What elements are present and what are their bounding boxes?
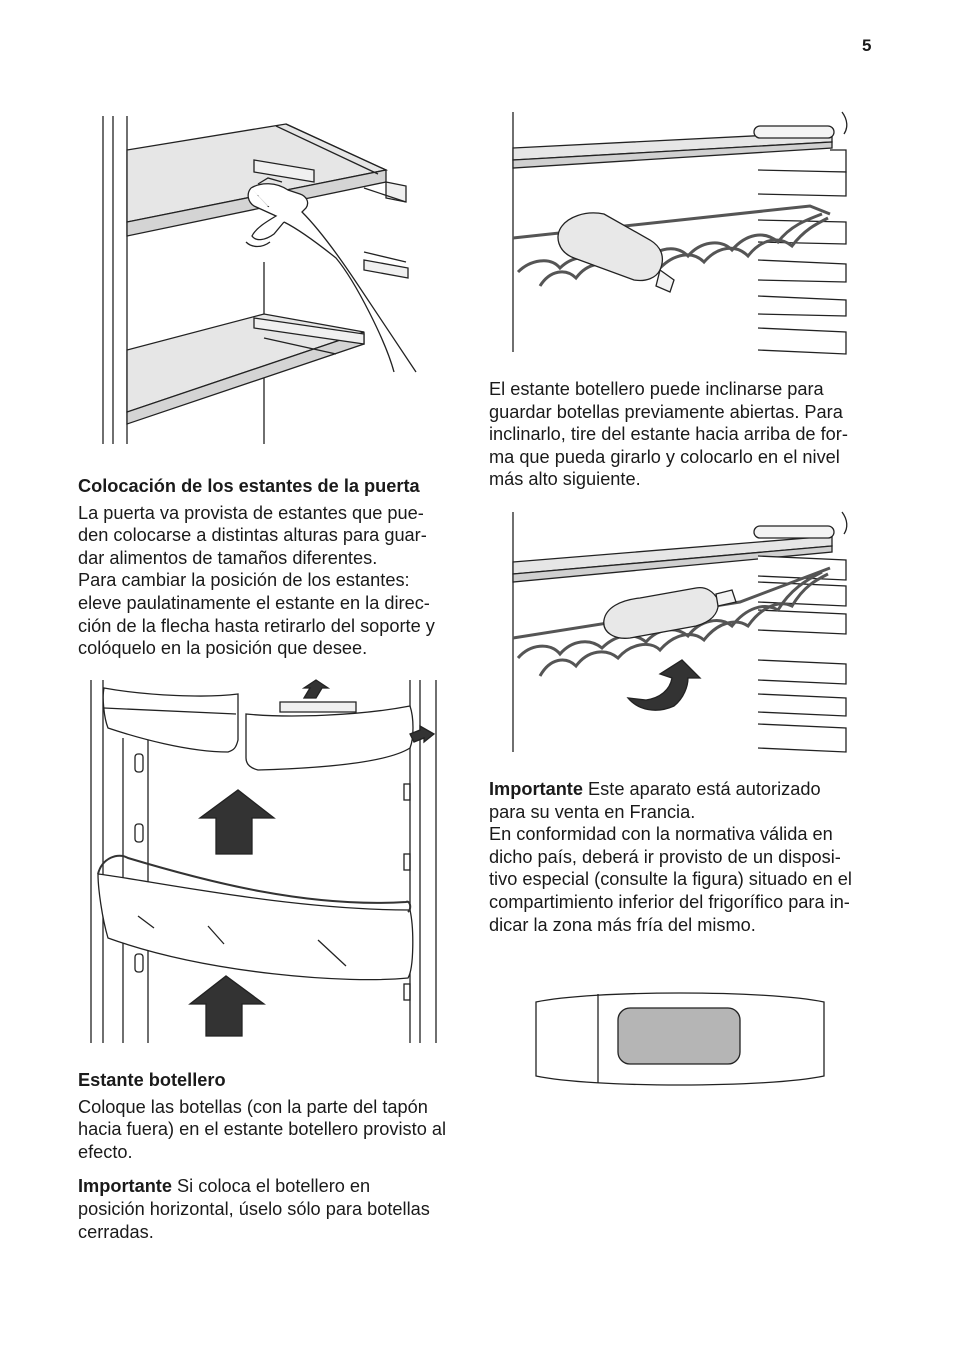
text-line: hacia fuera) en el estante botellero provisto al [78, 1119, 447, 1140]
text-line: inclinarlo, tire del estante hacia arriba de for- [489, 424, 848, 445]
temperature-indicator-illustration [532, 988, 828, 1090]
section-heading: Colocación de los estantes de la puerta [78, 476, 420, 496]
text-line: colóquelo en la posición que desee. [78, 638, 368, 659]
important-line [489, 778, 852, 801]
text-line: cerradas. [78, 1221, 154, 1242]
text-fragment: Este aparato está autorizado [582, 779, 821, 799]
tilt-instructions [489, 378, 848, 491]
text-line: dar alimentos de tamaños diferentes. [78, 547, 378, 568]
text-line: La puerta va provista de estantes que pue- [78, 502, 424, 523]
text-line: dicho país, deberá ir provisto de un disposi- [489, 846, 841, 867]
page-number: 5 [862, 36, 872, 55]
text-line: más alto siguiente. [489, 469, 641, 490]
text-line: dicar la zona más fría del mismo. [489, 914, 756, 935]
text-line: En conformidad con la normativa válida en [489, 824, 833, 845]
text-line: tivo especial (consulte la figura) situado en el [489, 869, 852, 890]
text-line: posición horizontal, úselo sólo para botellas [78, 1198, 430, 1219]
text-line: eleve paulatinamente el estante en la direc- [78, 592, 430, 613]
text-line: para su venta en Francia. [489, 801, 696, 822]
text-line: den colocarse a distintas alturas para guar- [78, 525, 427, 546]
text-line: Coloque las botellas (con la parte del tapón [78, 1096, 428, 1117]
important-label: Importante [78, 1176, 172, 1197]
text-line: compartimiento inferior del frigorífico para in- [489, 891, 850, 912]
bottle-rack-section [78, 1069, 446, 1243]
france-notice [489, 778, 852, 936]
text-line: guardar botellas previamente abiertas. Para [489, 401, 843, 422]
text-line: ción de la flecha hasta retirarlo del soporte y [78, 615, 435, 636]
important-label: Importante [489, 779, 583, 799]
bottle-rack-tilted-illustration [510, 510, 850, 756]
text-line: Para cambiar la posición de los estantes: [78, 570, 410, 591]
text-line: El estante botellero puede inclinarse para [489, 379, 824, 399]
text-fragment: Si coloca el botellero en [171, 1176, 371, 1197]
door-shelves-illustration [88, 678, 440, 1046]
section-heading: Estante botellero [78, 1070, 226, 1090]
door-shelves-section [78, 475, 435, 660]
important-line [78, 1175, 446, 1198]
text-line: ma que pueda girarlo y colocarlo en el nivel [489, 446, 840, 467]
shelf-hand-illustration [96, 112, 426, 447]
bottle-rack-horizontal-illustration [510, 110, 850, 356]
text-line: efecto. [78, 1141, 133, 1162]
